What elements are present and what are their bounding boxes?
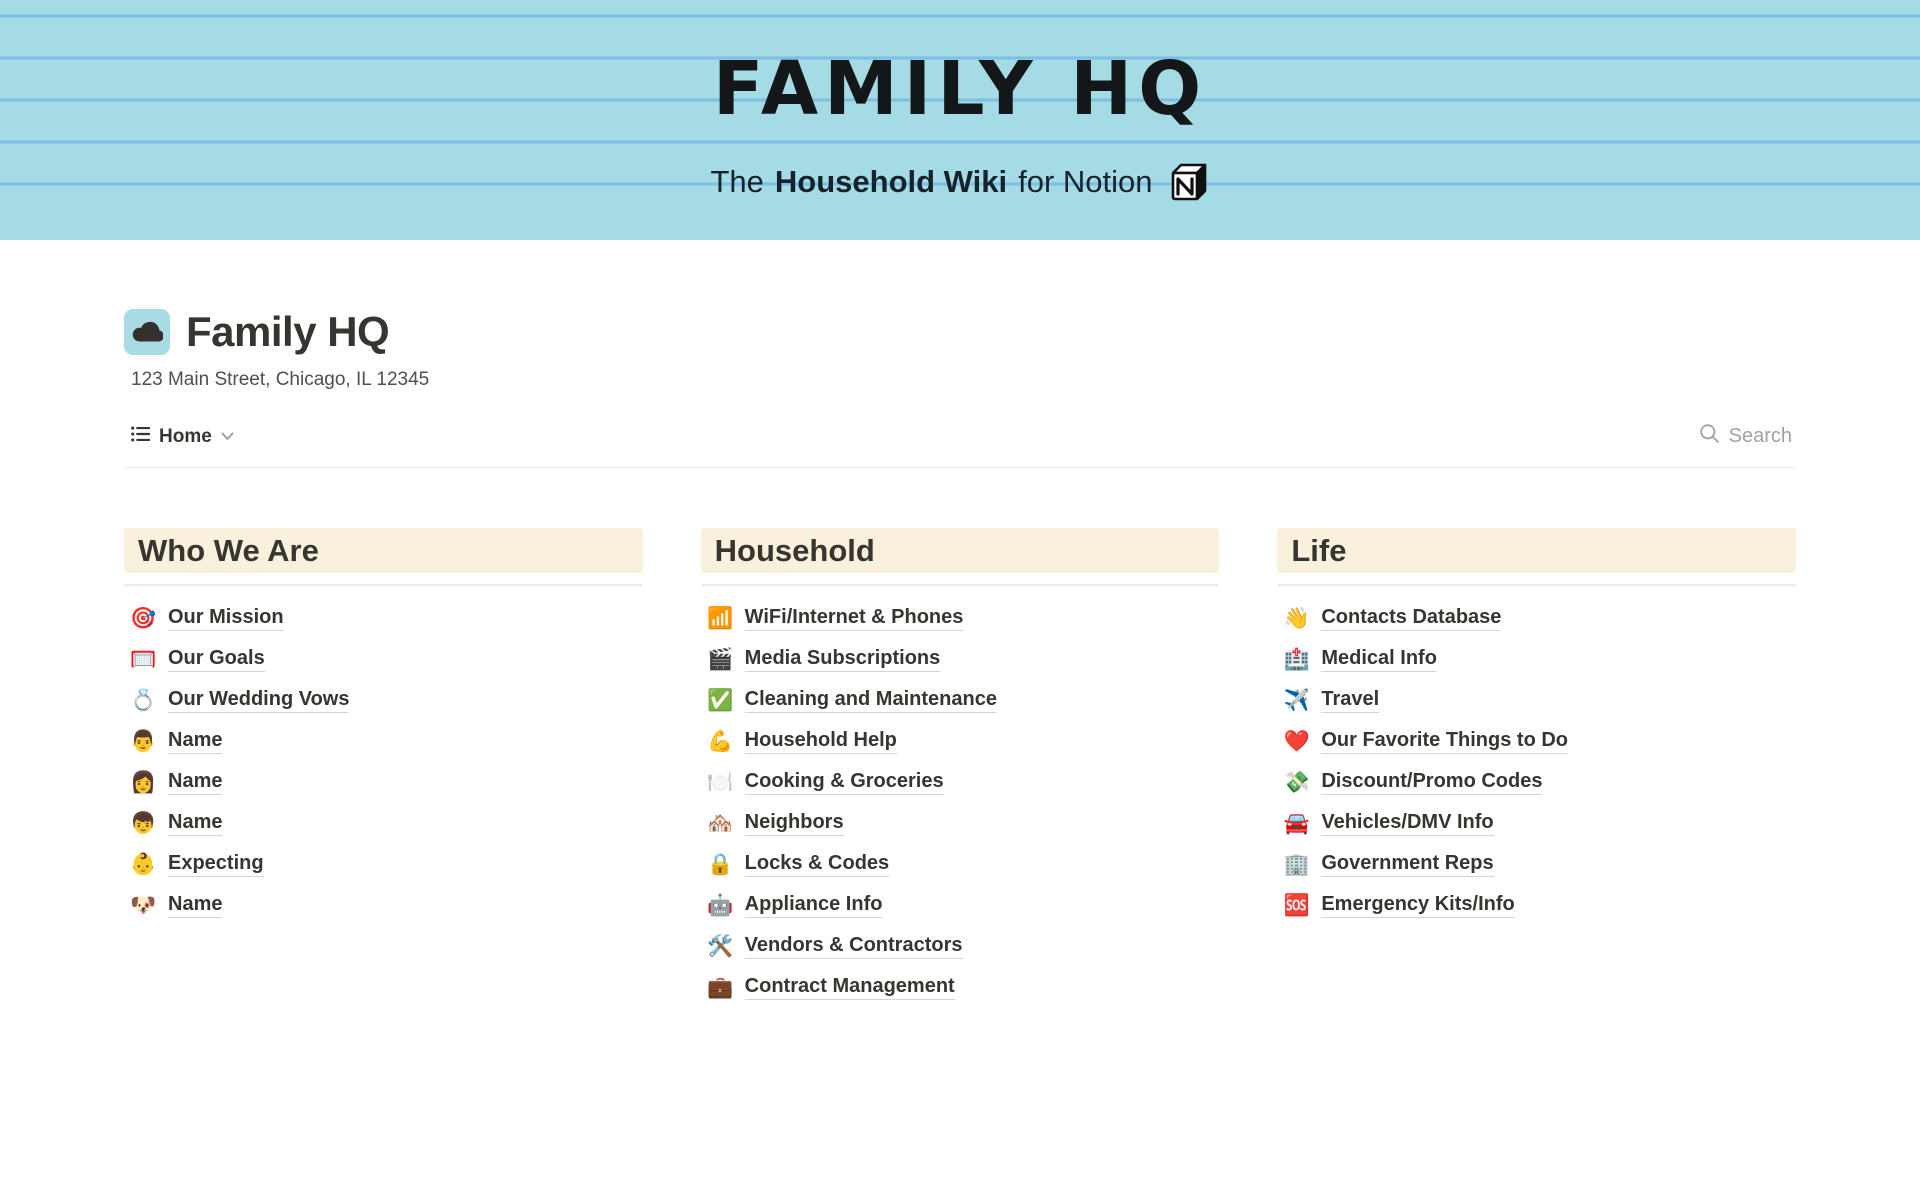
page-link-row[interactable] [1283, 607, 1796, 630]
page-address: 123 Main Street, Chicago, IL 12345 [131, 369, 430, 390]
page-link-expecting[interactable]: Expecting [168, 852, 264, 877]
fork-knife-plate-icon: 🍽️ [707, 771, 734, 794]
page-link-row[interactable] [1283, 771, 1796, 794]
page-link-row[interactable] [707, 730, 1220, 753]
page-link-row[interactable] [707, 812, 1220, 835]
page-link-list [124, 607, 643, 917]
page-link-our-mission[interactable]: Our Mission [168, 606, 284, 631]
banner-subtitle-prefix: The [710, 163, 764, 199]
notion-cube-icon [1164, 159, 1210, 205]
page-link-row[interactable] [1283, 853, 1796, 876]
page-link-neighbors[interactable]: Neighbors [745, 811, 844, 836]
page-link-row[interactable] [707, 689, 1220, 712]
divider [701, 584, 1220, 586]
money-with-wings-icon: 💸 [1283, 771, 1310, 794]
clapper-board-icon: 🎬 [707, 648, 734, 671]
red-heart-icon: ❤️ [1283, 730, 1310, 753]
sos-icon: 🆘 [1283, 894, 1310, 917]
column-header-household: Household [701, 528, 1220, 573]
page-link-our-wedding-vows[interactable]: Our Wedding Vows [168, 688, 349, 713]
baby-icon: 👶 [130, 853, 157, 876]
page-link-contract-management[interactable]: Contract Management [745, 975, 955, 1000]
woman-icon: 👩 [130, 771, 157, 794]
search-button[interactable] [1699, 423, 1792, 450]
page-link-wifi-internet-phones[interactable]: WiFi/Internet & Phones [745, 606, 964, 631]
column-header-who-we-are: Who We Are [124, 528, 643, 573]
page-link-row[interactable] [1283, 812, 1796, 835]
car-icon: 🚘 [1283, 812, 1310, 835]
view-tab-home[interactable] [130, 424, 234, 449]
banner-subtitle-bold: Household Wiki [774, 163, 1008, 199]
divider [1277, 584, 1796, 586]
page-link-government-reps[interactable]: Government Reps [1321, 852, 1493, 877]
banner-subtitle-suffix: for Notion [1018, 163, 1153, 199]
page-link-vehicles-dmv-info[interactable]: Vehicles/DMV Info [1321, 811, 1493, 836]
page-link-emergency-kits-info[interactable]: Emergency Kits/Info [1321, 893, 1514, 918]
page-link-row[interactable] [130, 812, 643, 835]
lock-icon: 🔒 [707, 853, 734, 876]
office-building-icon: 🏢 [1283, 853, 1310, 876]
man-icon: 👨 [130, 730, 157, 753]
waving-hand-icon: 👋 [1283, 607, 1310, 630]
page-link-discount-promo-codes[interactable]: Discount/Promo Codes [1321, 770, 1542, 795]
page-link-row[interactable] [707, 648, 1220, 671]
page-link-name[interactable]: Name [168, 729, 222, 754]
chevron-down-icon[interactable] [221, 428, 234, 446]
page-link-row[interactable] [130, 730, 643, 753]
houses-icon: 🏘️ [707, 812, 734, 835]
page-link-cleaning-and-maintenance[interactable]: Cleaning and Maintenance [745, 688, 997, 713]
dog-icon: 🐶 [130, 894, 157, 917]
cover-banner [0, 0, 1920, 240]
check-mark-icon: ✅ [707, 689, 734, 712]
page-link-row[interactable] [130, 648, 643, 671]
search-icon [1699, 423, 1720, 450]
page-header [124, 308, 1796, 356]
page-link-row[interactable] [707, 771, 1220, 794]
page-link-name[interactable]: Name [168, 770, 222, 795]
page-link-list [701, 607, 1220, 999]
page-link-name[interactable]: Name [168, 893, 222, 918]
page-link-row[interactable] [130, 771, 643, 794]
page-link-list [1277, 607, 1796, 917]
page-link-row[interactable] [130, 607, 643, 630]
list-view-icon [130, 424, 150, 449]
page-link-row[interactable] [1283, 689, 1796, 712]
page-link-our-goals[interactable]: Our Goals [168, 647, 265, 672]
page-link-row[interactable] [1283, 648, 1796, 671]
page-link-row[interactable] [130, 689, 643, 712]
page-link-vendors-contractors[interactable]: Vendors & Contractors [745, 934, 963, 959]
ring-icon: 💍 [130, 689, 157, 712]
page-link-cooking-groceries[interactable]: Cooking & Groceries [745, 770, 944, 795]
hammer-wrench-icon: 🛠️ [707, 935, 734, 958]
robot-icon: 🤖 [707, 894, 734, 917]
page-link-row[interactable] [130, 894, 643, 917]
column-life [1277, 528, 1796, 1017]
column-header-life: Life [1277, 528, 1796, 573]
page-link-travel[interactable]: Travel [1321, 688, 1379, 713]
page-link-appliance-info[interactable]: Appliance Info [745, 893, 883, 918]
page-link-media-subscriptions[interactable]: Media Subscriptions [745, 647, 941, 672]
column-household [701, 528, 1220, 1017]
page-link-row[interactable] [707, 853, 1220, 876]
airplane-icon: ✈️ [1283, 689, 1310, 712]
page-link-row[interactable] [707, 976, 1220, 999]
flexed-biceps-icon: 💪 [707, 730, 734, 753]
signal-bars-icon: 📶 [707, 607, 734, 630]
goal-net-icon: 🥅 [130, 648, 157, 671]
cloud-icon[interactable] [124, 309, 170, 355]
page-link-row[interactable] [1283, 730, 1796, 753]
dartboard-icon: 🎯 [130, 607, 157, 630]
hospital-icon: 🏥 [1283, 648, 1310, 671]
page-content [124, 308, 1796, 1017]
page-title: Family HQ [186, 308, 390, 355]
view-tab-label: Home [159, 425, 212, 447]
page-link-row[interactable] [707, 935, 1220, 958]
page-link-locks-codes[interactable]: Locks & Codes [745, 852, 889, 877]
column-who-we-are [124, 528, 643, 1017]
view-toolbar [124, 423, 1796, 468]
page-link-medical-info[interactable]: Medical Info [1321, 647, 1437, 672]
divider [124, 584, 643, 586]
page-link-row[interactable] [707, 894, 1220, 917]
boy-icon: 👦 [130, 812, 157, 835]
page-link-row[interactable] [130, 853, 643, 876]
page-link-row[interactable] [1283, 894, 1796, 917]
link-columns [124, 528, 1796, 1017]
page-link-name[interactable]: Name [168, 811, 222, 836]
briefcase-icon: 💼 [707, 976, 734, 999]
banner-subtitle [710, 159, 1209, 205]
page-link-our-favorite-things-to-do[interactable]: Our Favorite Things to Do [1321, 729, 1568, 754]
search-label: Search [1728, 425, 1792, 447]
page-link-row[interactable] [707, 607, 1220, 630]
banner-title: FAMILY HQ [712, 45, 1208, 132]
page-link-contacts-database[interactable]: Contacts Database [1321, 606, 1501, 631]
page-link-household-help[interactable]: Household Help [745, 729, 897, 754]
